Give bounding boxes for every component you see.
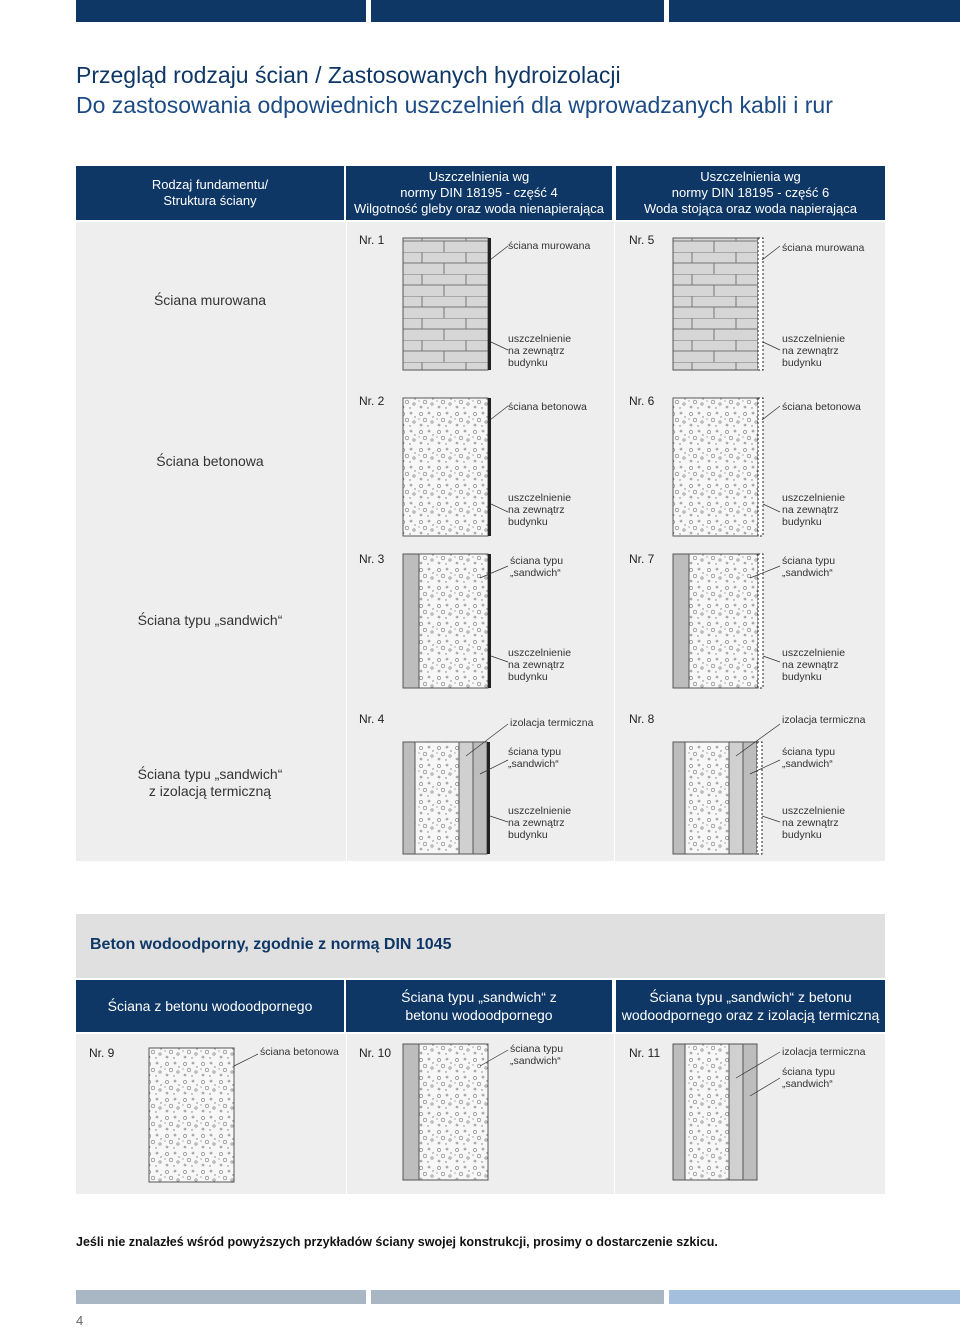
label-concrete-9: ściana betonowa xyxy=(260,1046,339,1058)
label-seal-3: uszczelnienie na zewnątrz budynku xyxy=(508,647,572,683)
bottom-bar-2 xyxy=(371,1290,664,1304)
label-seal-5: uszczelnienie na zewnątrz budynku xyxy=(782,333,846,369)
row-label-sandwich-insulated: Ściana typu „sandwich“ z izolacją termiczną xyxy=(137,766,283,799)
header-waterproof-sandwich-insulated xyxy=(616,980,885,1032)
nr-7: Nr. 7 xyxy=(629,552,655,566)
label-sandwich-4: ściana typu „sandwich“ xyxy=(508,746,562,770)
label-seal-6: uszczelnienie na zewnątrz budynku xyxy=(782,492,846,528)
divider-line xyxy=(614,222,615,861)
nr-8: Nr. 8 xyxy=(629,712,655,726)
illustration-concrete-nr9 xyxy=(146,1042,256,1187)
nr-6: Nr. 6 xyxy=(629,394,655,408)
label-sandwich-11: ściana typu „sandwich“ xyxy=(782,1066,836,1090)
header-din-part4-text: Uszczelnienia wg normy DIN 18195 - część 4 Wilgotność gleby oraz woda nienapierająca xyxy=(353,169,605,216)
nr-10: Nr. 10 xyxy=(359,1046,392,1060)
section2-banner xyxy=(76,914,885,978)
header-din-part6-text: Uszczelnienia wg normy DIN 18195 - część 6 Woda stojąca oraz woda napierająca xyxy=(644,169,857,216)
illustration-sandwich-insulated-nr11 xyxy=(670,1038,790,1188)
header-waterproof-sandwich xyxy=(346,980,612,1032)
illustration-masonry-nr5 xyxy=(670,230,790,380)
divider-line xyxy=(346,222,347,861)
nr-11: Nr. 11 xyxy=(629,1046,661,1060)
row-label-concrete: Ściana betonowa xyxy=(156,453,264,469)
footer-note: Jeśli nie znalazłeś wśród powyższych przykładów ściany swojej konstrukcji, prosimy o dostarczenie szkicu. xyxy=(76,1235,718,1249)
row-label-sandwich: Ściana typu „sandwich“ xyxy=(137,612,283,628)
illustration-concrete-nr2 xyxy=(400,392,520,542)
bottom-bar-3 xyxy=(669,1290,960,1304)
label-sandwich-8: ściana typu „sandwich“ xyxy=(782,746,836,770)
top-bar-3 xyxy=(669,0,960,22)
header-waterproof-concrete-text: Ściana z betonu wodoodpornego xyxy=(107,998,313,1014)
header-waterproof-sandwich-text: Ściana typu „sandwich“ z betonu wodoodpornego xyxy=(401,989,557,1023)
header-waterproof-sandwich-insulated-text: Ściana typu „sandwich“ z betonu wodoodpornego oraz z izolacją termiczną xyxy=(621,989,880,1023)
illustration-sandwich-insulated-nr8 xyxy=(670,708,790,858)
label-seal-1: uszczelnienie na zewnątrz budynku xyxy=(508,333,572,369)
label-insulation-4: izolacja termiczna xyxy=(510,717,594,729)
label-masonry-5: ściana murowana xyxy=(782,242,865,254)
header-din-part6 xyxy=(616,166,885,220)
label-insulation-8: izolacja termiczna xyxy=(782,714,866,726)
top-bar-2 xyxy=(371,0,664,22)
label-insulation-11: izolacja termiczna xyxy=(782,1046,866,1058)
illustration-masonry-nr1 xyxy=(400,230,520,380)
bottom-bar-1 xyxy=(76,1290,366,1304)
nr-5: Nr. 5 xyxy=(629,233,655,247)
page-title: Przegląd rodzaju ścian / Zastosowanych hydroizolacji xyxy=(76,62,621,88)
section2-title: Beton wodoodporny, zgodnie z normą DIN 1045 xyxy=(90,936,452,953)
label-masonry-1: ściana murowana xyxy=(508,240,591,252)
nr-9: Nr. 9 xyxy=(89,1046,115,1060)
label-seal-8: uszczelnienie na zewnątrz budynku xyxy=(782,805,846,841)
nr-4: Nr. 4 xyxy=(359,712,385,726)
illustration-sandwich-insulated-nr4 xyxy=(400,708,520,858)
divider-line xyxy=(346,1034,347,1194)
nr-2: Nr. 2 xyxy=(359,394,385,408)
illustration-sandwich-nr7 xyxy=(670,548,790,698)
nr-3: Nr. 3 xyxy=(359,552,385,566)
row-label-masonry: Ściana murowana xyxy=(153,292,267,308)
illustration-concrete-nr6 xyxy=(670,392,790,542)
label-sandwich-10: ściana typu „sandwich“ xyxy=(510,1043,564,1067)
illustration-sandwich-nr3 xyxy=(400,548,520,698)
page-subtitle: Do zastosowania odpowiednich uszczelnień dla wprowadzanych kabli i rur xyxy=(76,92,833,118)
nr-1: Nr. 1 xyxy=(359,233,385,247)
header-waterproof-concrete xyxy=(76,980,344,1032)
label-concrete-2: ściana betonowa xyxy=(508,401,587,413)
header-wall-type-text: Rodzaj fundamentu/ Struktura ściany xyxy=(151,177,269,208)
label-concrete-6: ściana betonowa xyxy=(782,401,861,413)
header-din-part4 xyxy=(346,166,612,220)
divider-line xyxy=(614,1034,615,1194)
illustration-sandwich-nr10 xyxy=(400,1038,520,1188)
header-wall-type xyxy=(76,166,344,220)
top-bar-1 xyxy=(76,0,366,22)
label-sandwich-3: ściana typu „sandwich“ xyxy=(510,555,564,579)
label-seal-4: uszczelnienie na zewnątrz budynku xyxy=(508,805,572,841)
page-number: 4 xyxy=(76,1313,84,1328)
label-sandwich-7: ściana typu „sandwich“ xyxy=(782,555,836,579)
label-seal-7: uszczelnienie na zewnątrz budynku xyxy=(782,647,846,683)
label-seal-2: uszczelnienie na zewnątrz budynku xyxy=(508,492,572,528)
